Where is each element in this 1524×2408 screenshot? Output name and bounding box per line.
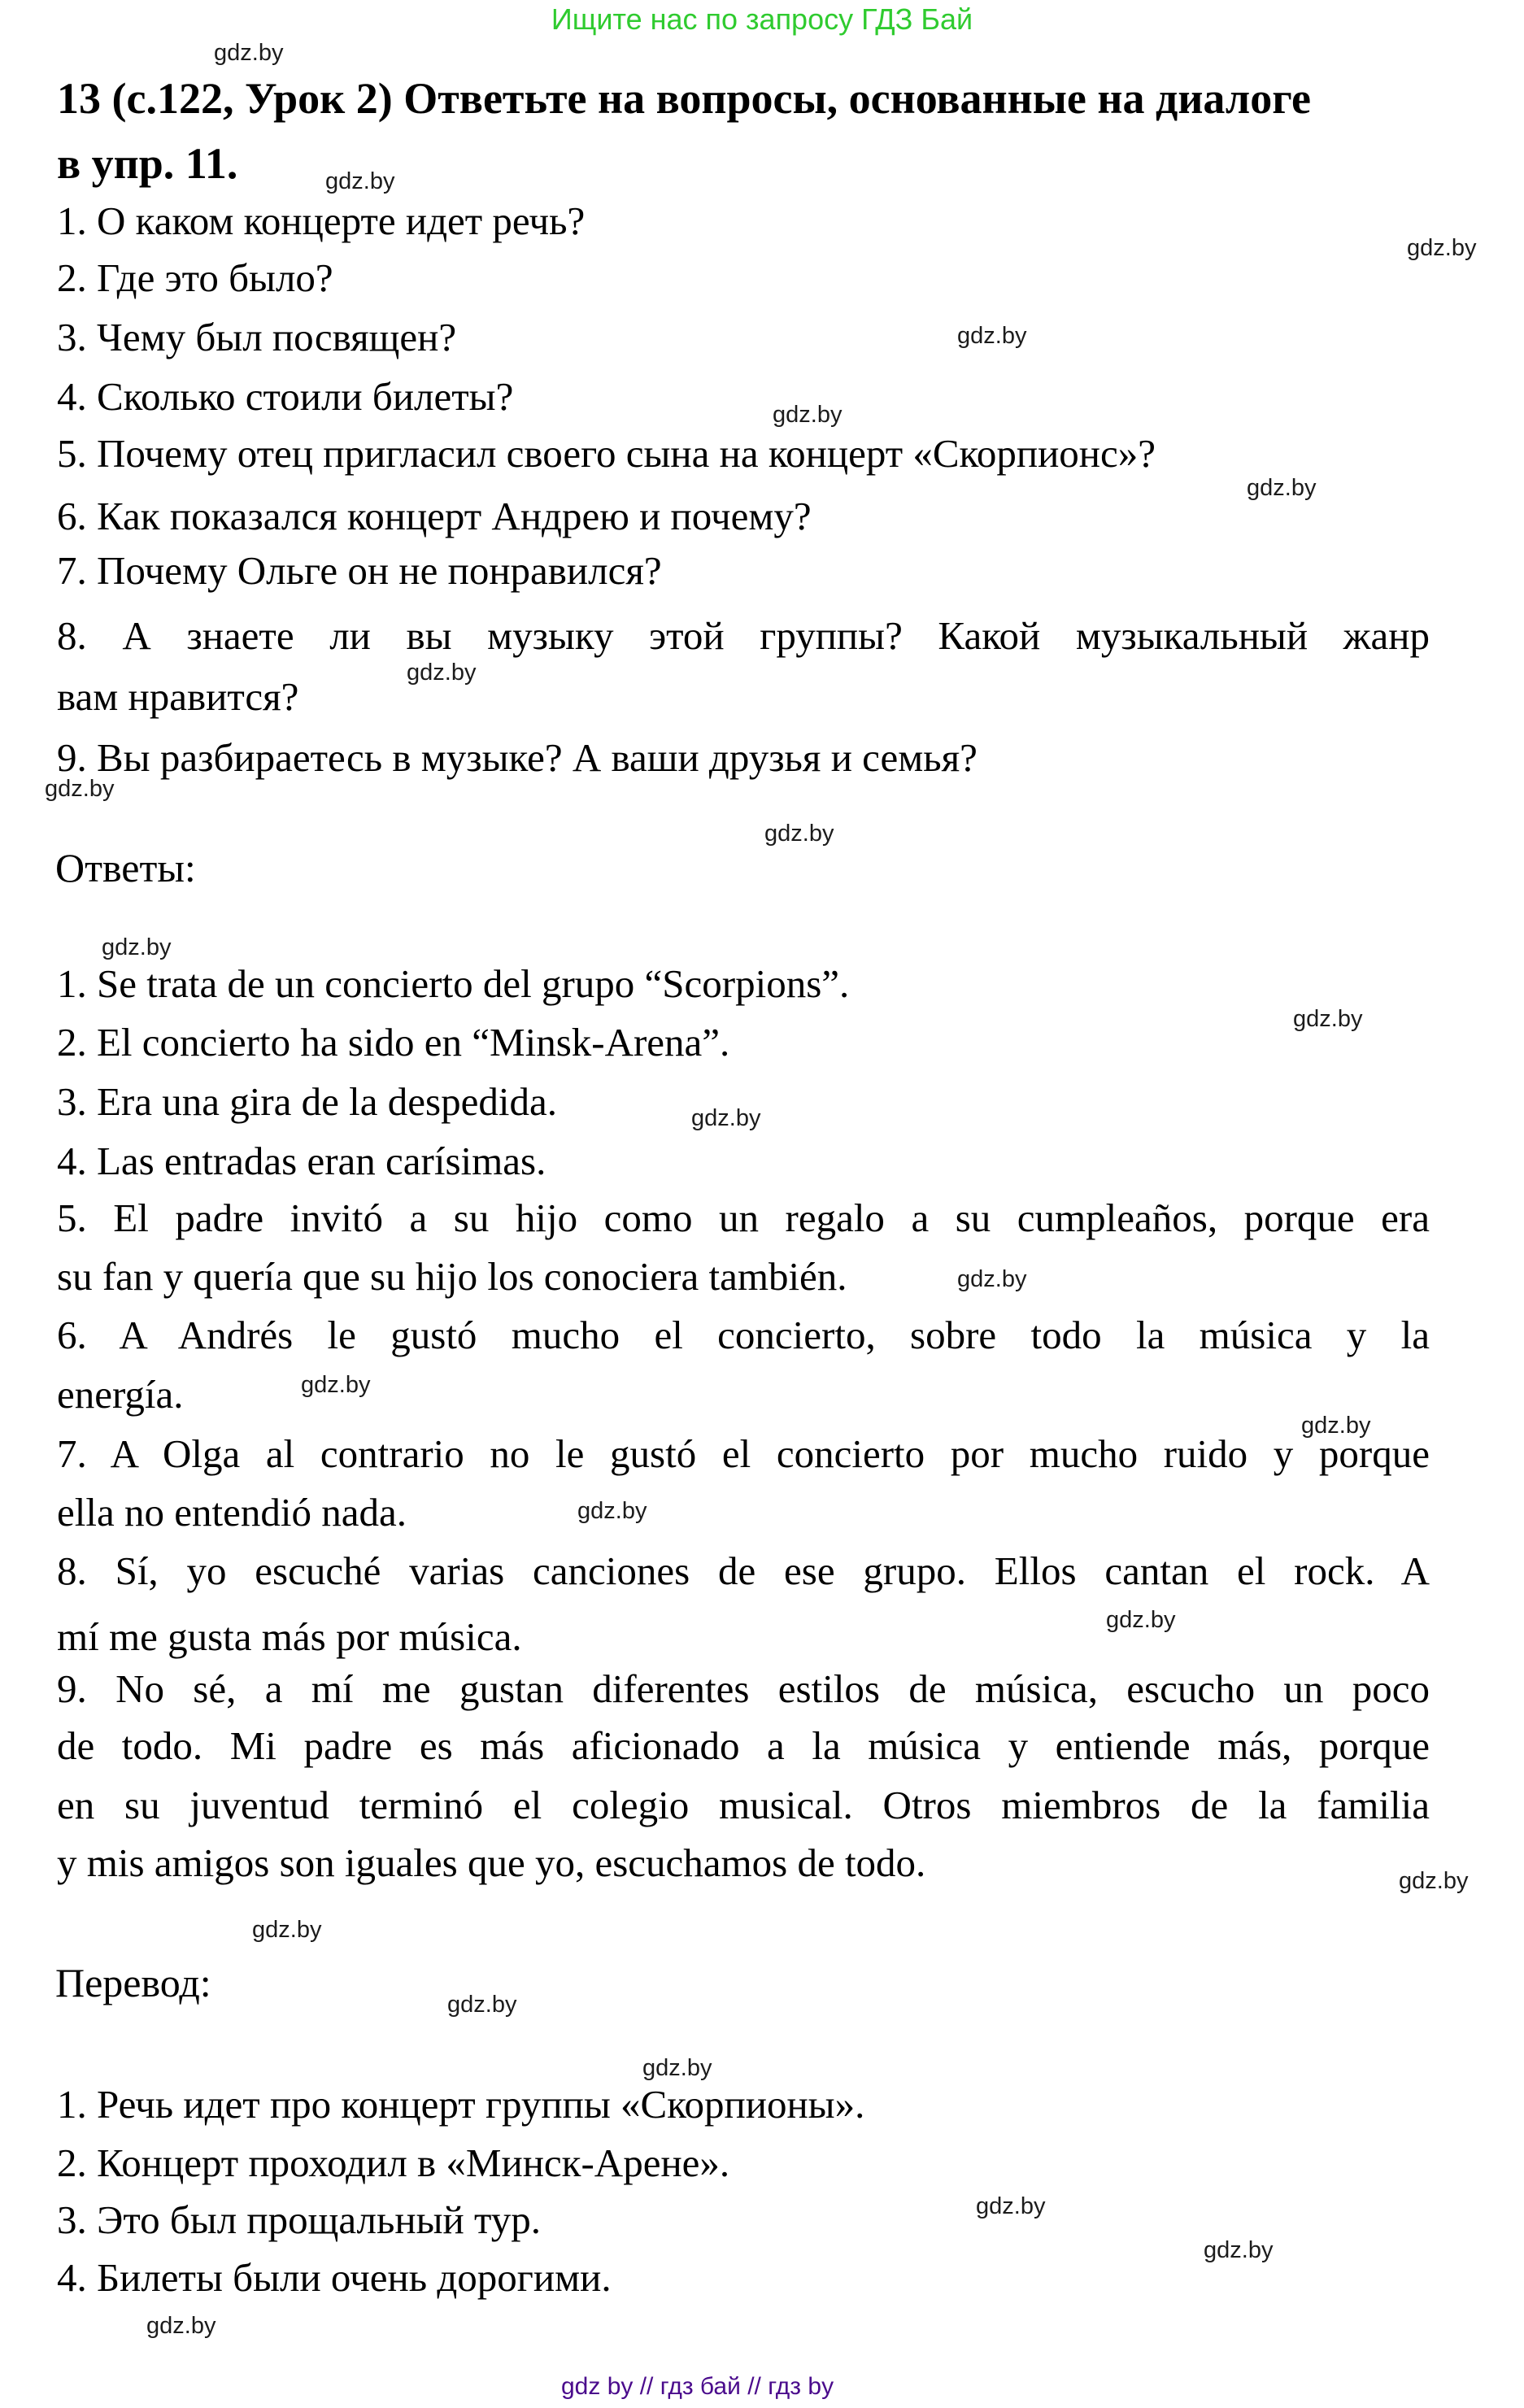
watermark: gdz.by: [1247, 475, 1317, 501]
exercise-title-line: в упр. 11.: [57, 139, 238, 188]
watermark: gdz.by: [146, 2313, 216, 2339]
watermark: gdz.by: [252, 1917, 322, 1943]
footer-watermark: gdz by // гдз бай // гдз by: [561, 2373, 834, 2400]
answer-line: en su juventud terminó el colegio musical. Otros miembros de la familia: [57, 1783, 1430, 1827]
answer-line: 4. Las entradas eran carísimas.: [57, 1139, 546, 1183]
answer-line: energía.: [57, 1372, 184, 1417]
watermark: gdz.by: [1399, 1868, 1469, 1894]
watermark: gdz.by: [1293, 1006, 1363, 1032]
answer-line: de todo. Mi padre es más aficionado a la música y entiende más, porque: [57, 1723, 1430, 1768]
answers-heading: Ответы:: [55, 845, 196, 890]
question-line: 9. Вы разбираетесь в музыке? А ваши друзья и семья?: [57, 735, 978, 780]
question-line: вам нравится?: [57, 674, 299, 719]
watermark: gdz.by: [577, 1498, 647, 1524]
answer-line: su fan y quería que su hijo los conociera también.: [57, 1254, 847, 1299]
question-line: 1. О каком концерте идет речь?: [57, 198, 586, 243]
watermark: gdz.by: [214, 40, 284, 66]
promo-banner: Ищите нас по запросу ГДЗ Бай: [551, 2, 973, 36]
answer-line: 5. El padre invitó a su hijo como un regalo a su cumpleaños, porque era: [57, 1195, 1430, 1240]
question-line: 3. Чему был посвящен?: [57, 315, 457, 359]
watermark: gdz.by: [764, 821, 834, 847]
question-line: 8. А знаете ли вы музыку этой группы? Какой музыкальный жанр: [57, 613, 1430, 658]
watermark: gdz.by: [642, 2055, 712, 2081]
answer-line: y mis amigos son iguales que yo, escuchamos de todo.: [57, 1840, 926, 1885]
answer-line: 7. A Olga al contrario no le gustó el concierto por mucho ruido y porque: [57, 1431, 1430, 1476]
translation-line: 1. Речь идет про концерт группы «Скорпионы».: [57, 2082, 865, 2127]
answer-line: 9. No sé, a mí me gustan diferentes estilos de música, escucho un poco: [57, 1666, 1430, 1711]
question-line: 4. Сколько стоили билеты?: [57, 374, 514, 419]
watermark: gdz.by: [691, 1105, 761, 1131]
translation-heading: Перевод:: [55, 1960, 211, 2005]
translation-line: 3. Это был прощальный тур.: [57, 2197, 541, 2242]
watermark: gdz.by: [1407, 235, 1477, 261]
question-line: 7. Почему Ольге он не понравился?: [57, 548, 662, 593]
exercise-title-line: 13 (с.122, Урок 2) Ответьте на вопросы, основанные на диалоге: [57, 74, 1311, 123]
watermark: gdz.by: [301, 1372, 371, 1398]
translation-line: 2. Концерт проходил в «Минск-Арене».: [57, 2140, 730, 2185]
question-line: 2. Где это было?: [57, 255, 333, 300]
watermark: gdz.by: [773, 402, 843, 428]
watermark: gdz.by: [447, 1992, 517, 2018]
question-line: 5. Почему отец пригласил своего сына на концерт «Скорпионс»?: [57, 431, 1156, 476]
question-line: 6. Как показался концерт Андрею и почему?: [57, 494, 812, 538]
answer-line: 3. Era una gira de la despedida.: [57, 1079, 557, 1124]
answer-line: ella no entendió nada.: [57, 1490, 407, 1535]
watermark: gdz.by: [957, 323, 1027, 349]
watermark: gdz.by: [957, 1266, 1027, 1292]
watermark: gdz.by: [45, 776, 115, 802]
answer-line: 6. A Andrés le gustó mucho el concierto, sobre todo la música y la: [57, 1313, 1430, 1357]
answer-line: 1. Se trata de un concierto del grupo “Scorpions”.: [57, 961, 850, 1006]
watermark: gdz.by: [976, 2193, 1046, 2219]
watermark: gdz.by: [325, 168, 395, 194]
watermark: gdz.by: [1204, 2237, 1274, 2263]
translation-line: 4. Билеты были очень дорогими.: [57, 2255, 612, 2300]
watermark: gdz.by: [1301, 1413, 1371, 1439]
watermark: gdz.by: [102, 934, 172, 960]
watermark: gdz.by: [1106, 1607, 1176, 1633]
answer-line: 8. Sí, yo escuché varias canciones de ese grupo. Ellos cantan el rock. A: [57, 1548, 1430, 1593]
answer-line: 2. El concierto ha sido en “Minsk-Arena”.: [57, 1020, 730, 1065]
watermark: gdz.by: [407, 660, 477, 686]
answer-line: mí me gusta más por música.: [57, 1614, 522, 1659]
